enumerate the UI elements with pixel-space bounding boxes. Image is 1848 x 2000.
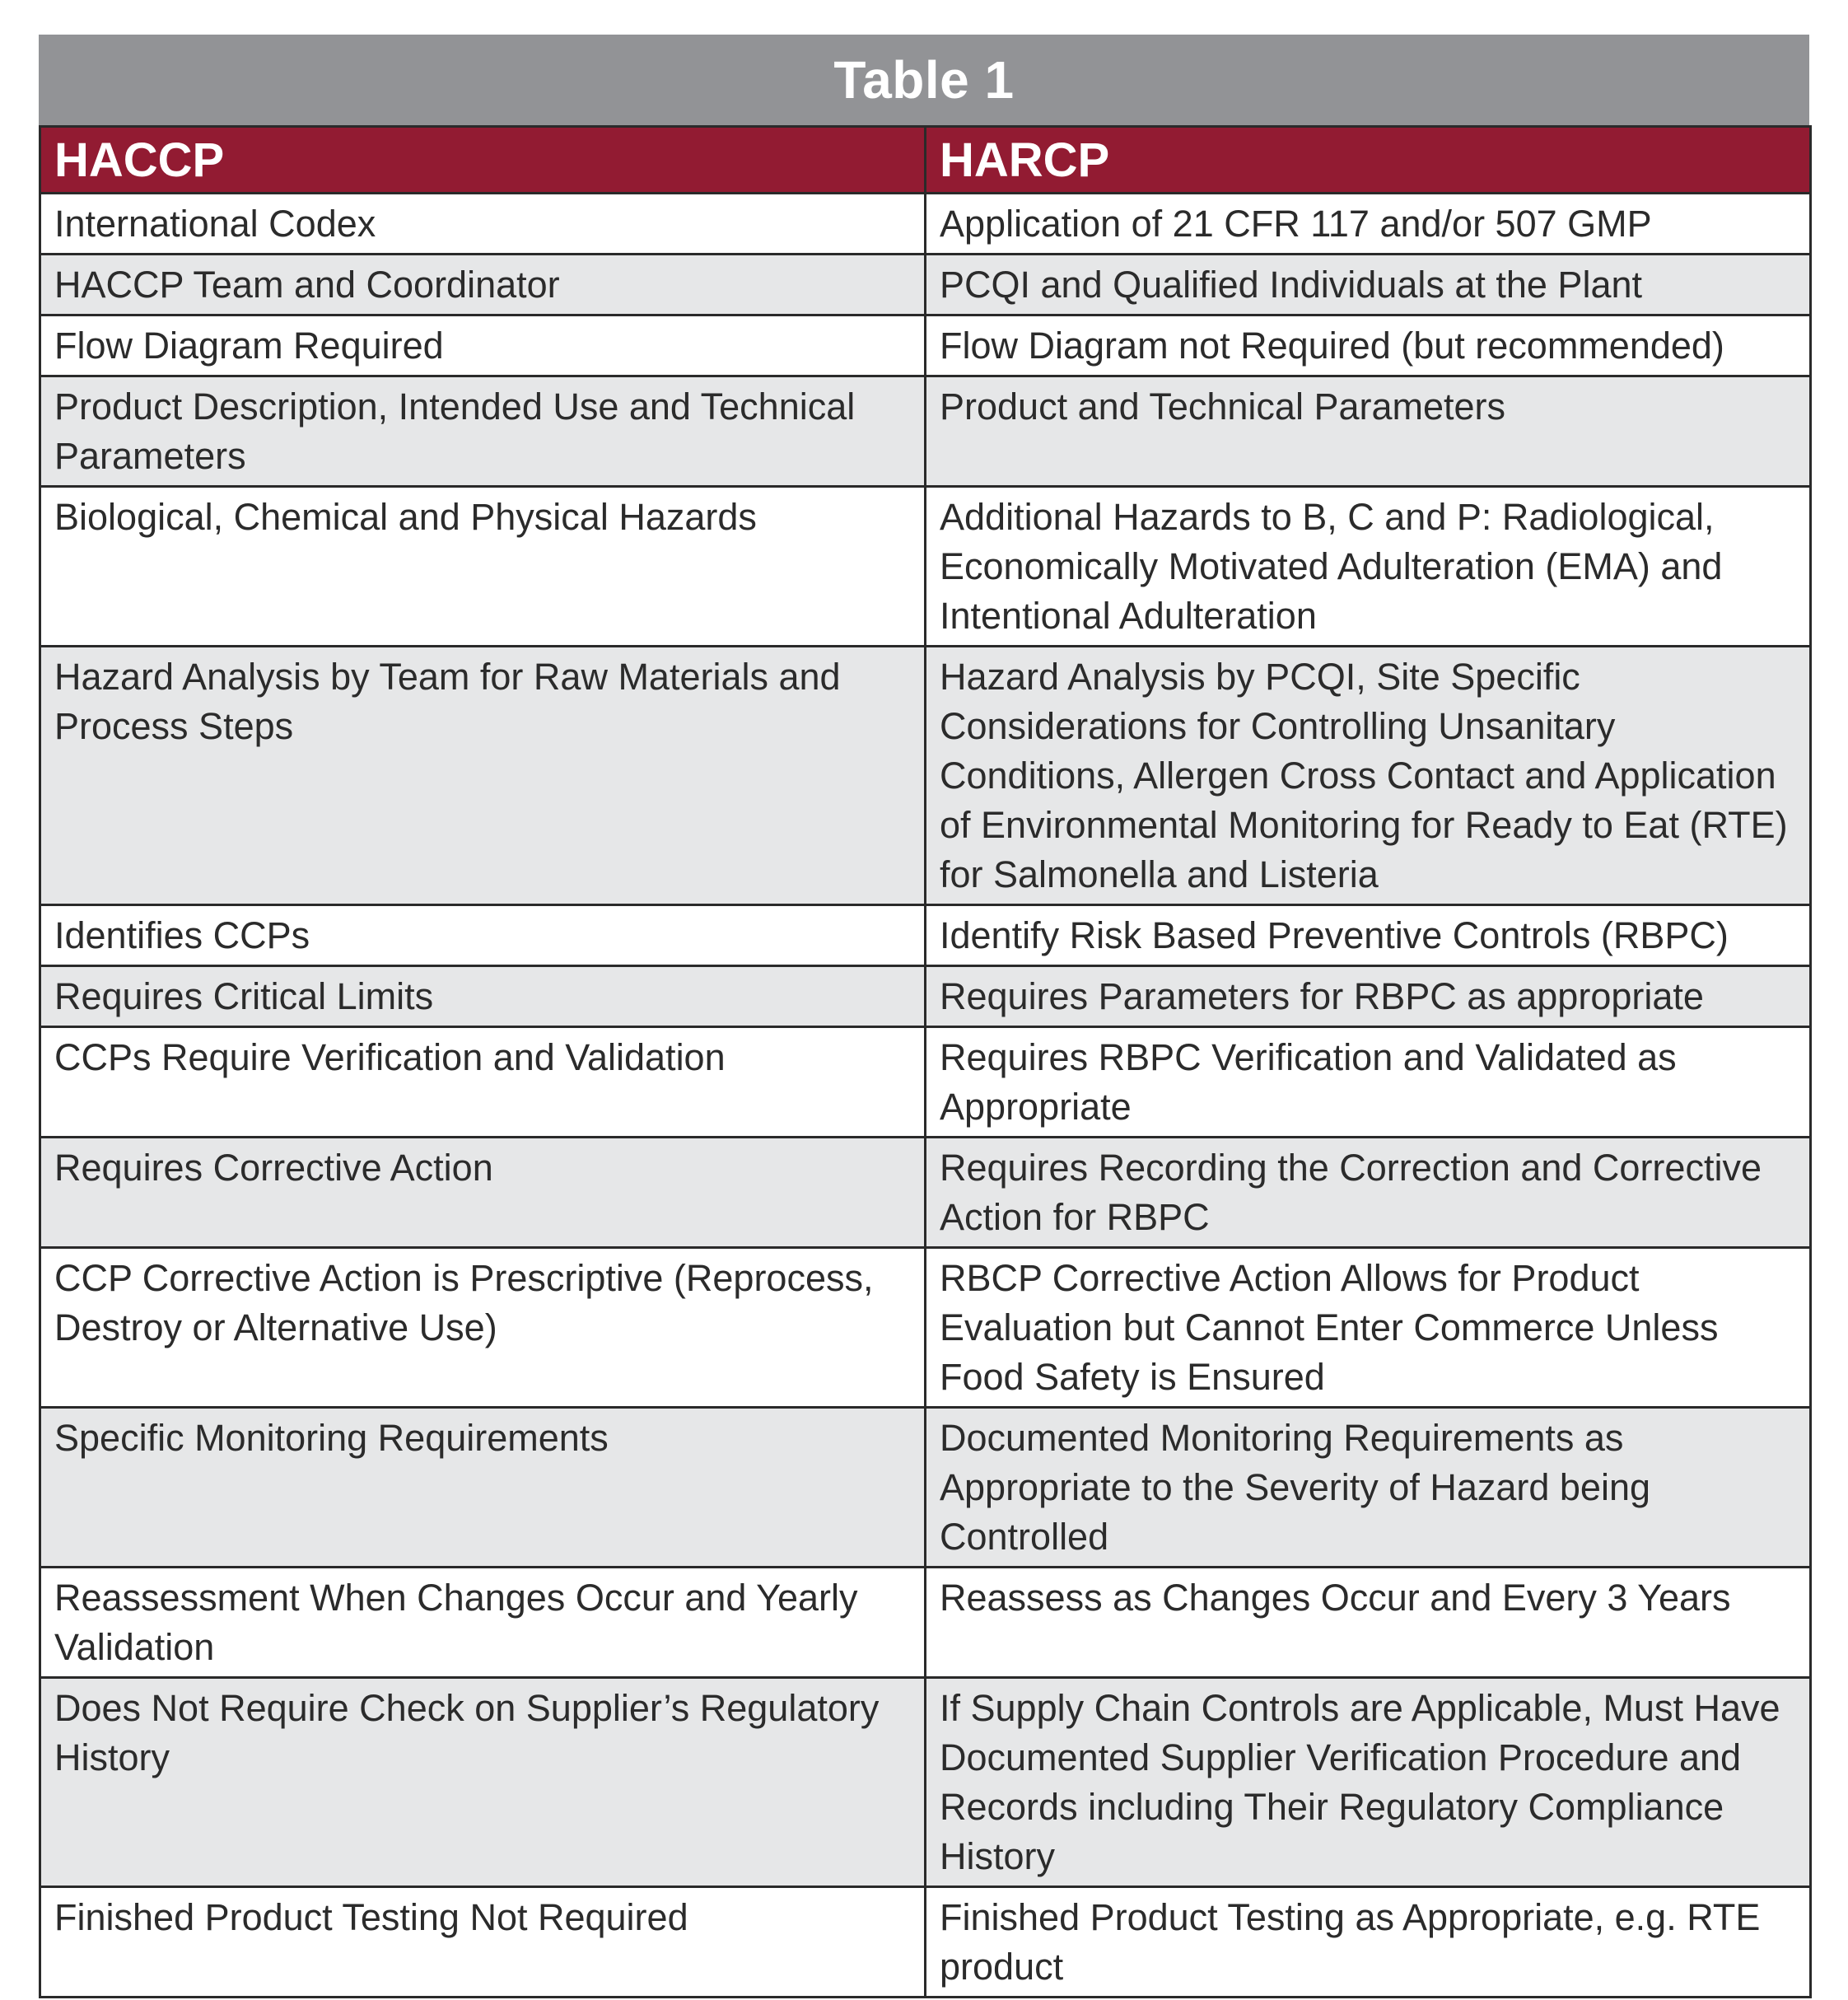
haccp-cell: Requires Corrective Action	[40, 1138, 926, 1248]
table-row	[40, 1138, 1811, 1248]
table-row	[40, 376, 1811, 487]
haccp-cell: International Codex	[40, 194, 926, 255]
haccp-cell: Reassessment When Changes Occur and Yearly Validation	[40, 1568, 926, 1678]
harcp-cell: Hazard Analysis by PCQI, Site Specific Considerations for Controlling Unsanitary Conditions, Allergen Cross Contact and Application of Environmental Monitoring for Ready to Eat (RTE) for Salmonella and Listeria	[926, 647, 1811, 905]
table-title: Table 1	[39, 35, 1809, 125]
table-row	[40, 1408, 1811, 1568]
harcp-cell: Finished Product Testing as Appropriate, e.g. RTE product	[926, 1887, 1811, 1998]
table-row	[40, 966, 1811, 1027]
harcp-cell: Identify Risk Based Preventive Controls (RBPC)	[926, 905, 1811, 966]
table-row	[40, 487, 1811, 647]
haccp-cell: Flow Diagram Required	[40, 315, 926, 376]
comparison-grid	[39, 125, 1812, 1998]
harcp-cell: Application of 21 CFR 117 and/or 507 GMP	[926, 194, 1811, 255]
table-row	[40, 194, 1811, 255]
haccp-cell: CCPs Require Verification and Validation	[40, 1027, 926, 1138]
haccp-cell: CCP Corrective Action is Prescriptive (Reprocess, Destroy or Alternative Use)	[40, 1248, 926, 1408]
table-row	[40, 1248, 1811, 1408]
harcp-cell: PCQI and Qualified Individuals at the Plant	[926, 255, 1811, 315]
haccp-cell: Specific Monitoring Requirements	[40, 1408, 926, 1568]
table-row	[40, 315, 1811, 376]
haccp-cell: Identifies CCPs	[40, 905, 926, 966]
haccp-cell: Finished Product Testing Not Required	[40, 1887, 926, 1998]
harcp-cell: Documented Monitoring Requirements as Appropriate to the Severity of Hazard being Controlled	[926, 1408, 1811, 1568]
haccp-cell: Does Not Require Check on Supplier’s Regulatory History	[40, 1678, 926, 1887]
harcp-cell: Product and Technical Parameters	[926, 376, 1811, 487]
harcp-cell: Requires RBPC Verification and Validated as Appropriate	[926, 1027, 1811, 1138]
column-header-haccp: HACCP	[40, 127, 926, 194]
harcp-cell: Requires Parameters for RBPC as appropriate	[926, 966, 1811, 1027]
table-row	[40, 1027, 1811, 1138]
column-header-harcp: HARCP	[926, 127, 1811, 194]
table-row	[40, 905, 1811, 966]
table-row	[40, 1568, 1811, 1678]
haccp-cell: HACCP Team and Coordinator	[40, 255, 926, 315]
header-row	[40, 127, 1811, 194]
harcp-cell: Additional Hazards to B, C and P: Radiological, Economically Motivated Adulteration (EMA) and Intentional Adulteration	[926, 487, 1811, 647]
table-row	[40, 647, 1811, 905]
haccp-cell: Biological, Chemical and Physical Hazards	[40, 487, 926, 647]
table-row	[40, 1887, 1811, 1998]
table-row	[40, 1678, 1811, 1887]
comparison-table	[39, 35, 1809, 1998]
haccp-cell: Product Description, Intended Use and Technical Parameters	[40, 376, 926, 487]
haccp-cell: Hazard Analysis by Team for Raw Materials and Process Steps	[40, 647, 926, 905]
harcp-cell: If Supply Chain Controls are Applicable, Must Have Documented Supplier Verification Procedure and Records including Their Regulatory Compliance History	[926, 1678, 1811, 1887]
harcp-cell: Reassess as Changes Occur and Every 3 Years	[926, 1568, 1811, 1678]
harcp-cell: Requires Recording the Correction and Corrective Action for RBPC	[926, 1138, 1811, 1248]
harcp-cell: Flow Diagram not Required (but recommended)	[926, 315, 1811, 376]
haccp-cell: Requires Critical Limits	[40, 966, 926, 1027]
harcp-cell: RBCP Corrective Action Allows for Product Evaluation but Cannot Enter Commerce Unless Food Safety is Ensured	[926, 1248, 1811, 1408]
table-row	[40, 255, 1811, 315]
